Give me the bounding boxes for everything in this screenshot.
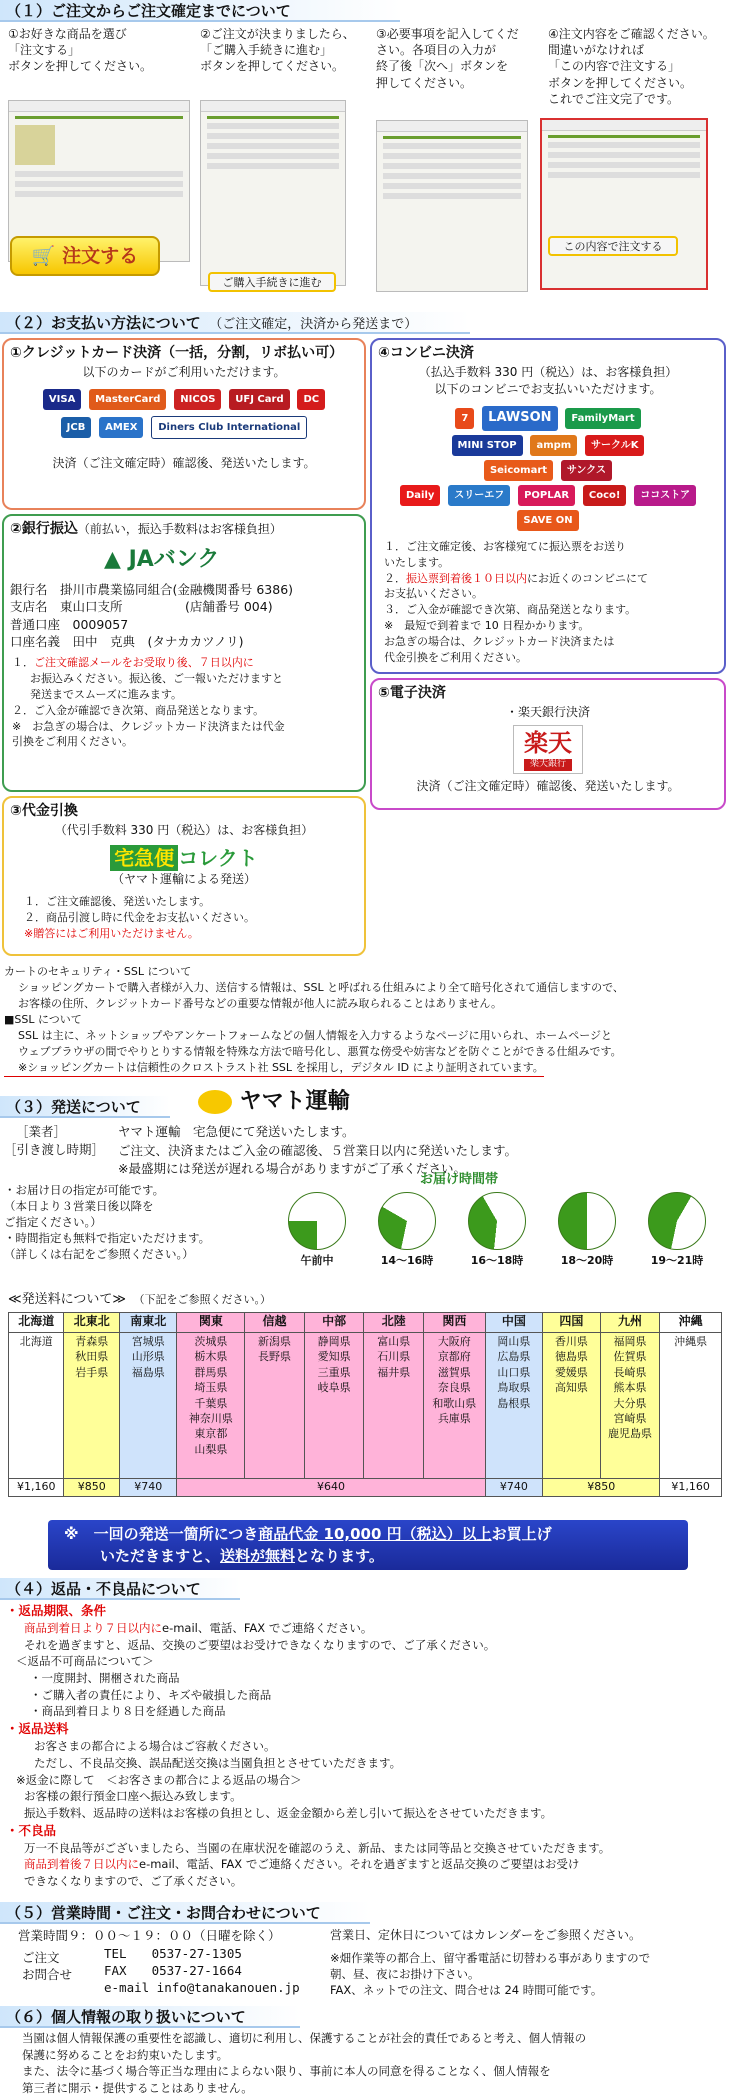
- sunkus-logo: サンクス: [561, 460, 612, 481]
- region-prefectures: 岡山県 広島県 山口県 鳥取県 島根県: [485, 1333, 543, 1479]
- diners-club-logo: Diners Club International: [151, 416, 307, 439]
- ampm-logo: ampm: [530, 435, 577, 456]
- region-header: 関西: [424, 1313, 486, 1333]
- rakuten-bank-text: 楽天銀行: [524, 759, 572, 771]
- section-title-privacy: [0, 2006, 300, 2028]
- poplar-logo: POPLAR: [518, 485, 575, 506]
- e-payment-note: 決済（ご注文確定時）確認後、発送いたします。: [416, 778, 680, 793]
- free-text: となります。: [295, 1546, 384, 1565]
- daily-logo: Daily: [400, 485, 440, 506]
- convenience-title: ④コンビニ決済: [378, 345, 474, 361]
- step-3-screenshot: [376, 120, 528, 292]
- section-title-text: （５）営業時間・ご注文・お問合わせについて: [6, 1904, 321, 1922]
- step-3-text: ③必要事項を記入してくだ さい。各項目の入力が 終了後「次へ」ボタンを 押してください。: [376, 27, 519, 90]
- section-title-text: （６）個人情報の取り扱いについて: [6, 2008, 246, 2026]
- region-header: 中部: [304, 1313, 364, 1333]
- ja-bank-logo-text: JAバンク: [128, 547, 220, 573]
- clock-icon: [558, 1192, 616, 1250]
- takkyubin-collect-logo: [4, 845, 364, 871]
- returns-text: e-mail、電話、FAX でご連絡ください。それを過ぎますと返品交換のご要望はお受け できなくなりますので、ご了承ください。: [24, 1857, 580, 1889]
- section-title-text: （４）返品・不良品について: [6, 1580, 201, 1598]
- business-hours: 営業時間９：００〜１９：００（日曜を除く）: [18, 1928, 281, 1943]
- cod-by: （ヤマト運輸による発送）: [111, 871, 256, 886]
- credit-card-note: 決済（ご注文確定時）確認後、発送いたします。: [52, 455, 316, 470]
- bank-note-1-cont: お振込みください。振込後、ご一報いただけますと 発送までスムーズに進みます。: [30, 671, 283, 701]
- region-prefectures: 大阪府 京都府 滋賀県 奈良県 和歌山県 兵庫県: [424, 1333, 486, 1479]
- delivery-time-slots: [274, 1192, 726, 1288]
- ssl-text-2: SSL は主に、ネットショップやアンケートフォームなどの個人情報を入力するようなページに用いられ、ホームページと ウェブブラウザの間でやりとりする情報を特殊な方法で暗号化し、悪質な傍受や妨害などを防ぐことができる仕組みです。: [18, 1028, 622, 1058]
- clock-icon: [468, 1192, 526, 1250]
- section-title-sub: （ご注文確定，決済から発送まで）: [215, 317, 418, 332]
- fee-title-sub: （下記をご参照ください。）: [138, 1293, 271, 1306]
- collect-logo-text: コレクト: [178, 845, 258, 870]
- ufj-card-logo: UFJ Card: [229, 389, 289, 410]
- step-1-text: ①お好きな商品を選び 「注文する」 ボタンを押してください。: [8, 27, 153, 74]
- shipping-price: ¥1,160: [9, 1479, 64, 1497]
- time-slot-label: 午前中: [300, 1254, 334, 1267]
- privacy-text: 当園は個人情報保護の重要性を認識し、適切に利用し、保護することが社会的責任であると考え、個人情報の 保護に努めることをお約束いたします。 また、法令に基づく場合等正当な理由によらない限り、事前に本人の同意を得ることなく、個人情報を 第三者に開示・提供することはありません。: [22, 2031, 587, 2096]
- rakuten-logo-text: 楽天: [524, 728, 572, 757]
- delivery-timing-label: ［引き渡し時期］: [4, 1142, 105, 1157]
- card-logos: [4, 387, 364, 412]
- time-slot-label: 14〜16時: [380, 1254, 434, 1267]
- returns-p8: 万一不良品等がございましたら、当園の在庫状況を確認のうえ、新品、または同等品と交換させていただきます。: [24, 1840, 611, 1855]
- returns-p1: [6, 1620, 726, 1637]
- time-slot-4: [634, 1192, 720, 1268]
- fee-title-text: ≪発送料について≫: [8, 1292, 126, 1307]
- e-payment-sub: ・楽天銀行決済: [505, 705, 590, 720]
- region-prefectures: 静岡県 愛知県 三重県 岐阜県: [304, 1333, 364, 1479]
- carrier-label: ［業者］: [16, 1124, 67, 1139]
- contact-label: ご注文 お問合せ: [22, 1950, 73, 1982]
- returns-p3: ＜返品不可商品について＞: [16, 1654, 154, 1669]
- mastercard-logo: MasterCard: [89, 389, 166, 410]
- cod-note-2: ２．商品引渡し時に代金をお支払いください。: [24, 910, 255, 924]
- familymart-logo: FamilyMart: [565, 408, 640, 429]
- region-header: 北海道: [9, 1313, 64, 1333]
- ja-bank-icon: ▲: [104, 547, 121, 573]
- order-button-label: 注文する: [62, 245, 139, 267]
- step-4-screenshot: [540, 118, 708, 290]
- time-slot-3: [544, 1192, 630, 1268]
- region-header-row: [9, 1313, 722, 1333]
- ja-bank-logo: [104, 546, 364, 575]
- ssl-text-1: ショッピングカートで購入者様が入力、送信する情報は、SSL と呼ばれる仕組みにより全て暗号化されて通信しますので、 お客様の住所、クレジットカード番号などの重要な情報が他人に読み取られることはありません。: [18, 980, 624, 1010]
- returns-heading-2: ・返品送料: [6, 1721, 69, 1737]
- convenience-note-2: [372, 571, 724, 603]
- time-slot-label: 19〜21時: [650, 1254, 704, 1267]
- three-f-logo: スリーエフ: [448, 485, 510, 506]
- returns-highlight: 商品到着後７日以内に: [24, 1857, 139, 1872]
- region-prefectures: 茨城県 栃木県 群馬県 埼玉県 千葉県 神奈川県 東京都 山梨県: [177, 1333, 245, 1479]
- region-prefectures: 宮城県 山形県 福島県: [119, 1333, 177, 1479]
- free-text: お買上げ: [491, 1525, 552, 1543]
- bank-transfer-box: [2, 514, 366, 792]
- bank-note-3: ※ お急ぎの場合は、クレジットカード決済または代金 引換をご利用ください。: [12, 719, 285, 749]
- convenience-sub1: （払込手数料 330 円（税込）は、お客様負担）: [418, 365, 678, 380]
- time-slot-label: 18〜20時: [560, 1254, 614, 1267]
- credit-card-title: ①クレジットカード決済（一括，分割，リボ払い可）: [10, 345, 344, 361]
- note-highlight: ご注文確認メールをお受取り後、７日以内に: [34, 655, 254, 669]
- proceed-button-label: ご購入手続きに進む: [222, 276, 322, 289]
- shipping-price: ¥850: [64, 1479, 119, 1497]
- shipping-price: ¥740: [119, 1479, 177, 1497]
- free-text: いただきますと、: [100, 1546, 221, 1565]
- cod-sub: （代引手数料 330 円（税込）は、お客様負担）: [54, 823, 314, 838]
- convenience-note-3: ３．ご入金が確認でき次第、商品発送となります。: [384, 603, 637, 617]
- shipping-price: ¥1,160: [660, 1479, 722, 1497]
- clock-icon: [378, 1192, 436, 1250]
- convenience-store-box: [370, 338, 726, 674]
- bank-name: 銀行名 掛川市農業協同組合(金融機関番号 6386): [10, 581, 294, 597]
- ssl-heading-2: ■SSL について: [4, 1012, 82, 1026]
- circle-k-logo: サークルK: [585, 435, 644, 456]
- save-on-logo: SAVE ON: [517, 510, 578, 531]
- bank-note-2: ２．ご入金が確認でき次第、商品発送となります。: [12, 703, 265, 717]
- step-2-text: ②ご注文が決まりましたら、 「ご購入手続きに進む」 ボタンを押してください。: [200, 27, 355, 74]
- contact-details: TEL 0537-27-1305 FAX 0537-27-1664 e-mail info@tanakanouen.jp: [104, 1946, 300, 1995]
- coco-store-logo: ココストア: [634, 485, 696, 506]
- region-header: 九州: [600, 1313, 660, 1333]
- free-highlight: 商品代金 10,000 円（税込）以上: [258, 1525, 492, 1543]
- shipping-fee-table: [8, 1312, 722, 1497]
- cod-box: [2, 796, 366, 956]
- shipping-price: ¥640: [177, 1479, 485, 1497]
- returns-heading-3: ・不良品: [6, 1822, 57, 1838]
- region-prefectures: 北海道: [9, 1333, 64, 1479]
- convenience-sub2: 以下のコンビニでお支払いいただけます。: [434, 381, 662, 396]
- yamato-logo-text: ヤマト運輸: [239, 1089, 350, 1114]
- visa-logo: VISA: [43, 389, 81, 410]
- region-header: 四国: [543, 1313, 601, 1333]
- credit-card-box: [2, 338, 366, 510]
- clock-icon: [288, 1192, 346, 1250]
- convenience-note-1: １．ご注文確定後、お客様宛てに振込票をお送り いたします。: [384, 539, 626, 569]
- returns-section: [6, 1602, 726, 1890]
- ministop-logo: MINI STOP: [452, 435, 523, 456]
- convenience-note-4: ※ 最短で到着まで 10 日程かかります。 お急ぎの場合は、クレジットカード決済または 代金引換をご利用ください。: [384, 619, 615, 665]
- time-slot-2: [454, 1192, 540, 1268]
- account-number: 普通口座 0009057: [10, 616, 129, 632]
- region-prefectures: 香川県 徳島県 愛媛県 高知県: [543, 1333, 601, 1479]
- free-shipping-line-2: [64, 1546, 672, 1568]
- section-title-shipping: [0, 1096, 170, 1118]
- note-text: にお近くのコンビニにて お支払いください。: [384, 571, 648, 601]
- bank-transfer-title: ②銀行振込: [10, 521, 78, 537]
- free-text: ※ 一回の発送一箇所につき: [64, 1525, 259, 1543]
- section-title-returns: [0, 1578, 240, 1600]
- dc-logo: DC: [297, 389, 325, 410]
- prefecture-row: [9, 1333, 722, 1479]
- returns-heading-1: ・返品期限、条件: [6, 1603, 107, 1618]
- cart-icon: 🛒: [31, 245, 56, 267]
- region-prefectures: 沖縄県: [660, 1333, 722, 1479]
- region-header: 関東: [177, 1313, 245, 1333]
- branch-name: 支店名 東山口支所 (店舗番号 004): [10, 599, 273, 615]
- returns-highlight: 商品到着日より７日以内に: [24, 1621, 162, 1636]
- seicomart-logo: Seicomart: [484, 460, 553, 481]
- jcb-logo: JCB: [61, 417, 92, 438]
- price-row: [9, 1479, 722, 1497]
- region-prefectures: 新潟県 長野県: [245, 1333, 305, 1479]
- confirm-order-button[interactable]: [548, 236, 678, 256]
- carrier-value: ヤマト運輸 宅急便にて発送いたします。: [118, 1124, 355, 1139]
- delivery-time-title: お届け時間帯: [420, 1172, 499, 1187]
- delivery-timing-value: ご注文、決済またはご入金の確認後、５営業日以内に発送いたします。 ※最盛期には発送が遅れる場合がありますがご了承ください。: [118, 1143, 518, 1176]
- e-payment-title: ⑤電子決済: [378, 685, 446, 701]
- region-prefectures: 富山県 石川県 福井県: [364, 1333, 424, 1479]
- region-header: 沖縄: [660, 1313, 722, 1333]
- shipping-fee-title: [8, 1292, 271, 1309]
- time-slot-1: [364, 1192, 450, 1268]
- returns-p4: ・一度開封、開梱された商品 ・ご購入者の責任により、キズや破損した商品 ・商品到着日より８日を経過した商品: [30, 1671, 272, 1719]
- note-number: １．: [12, 655, 34, 669]
- lawson-logo: LAWSON: [482, 406, 557, 431]
- account-holder: 口座名義 田中 克典 (タナカカツノリ): [10, 634, 244, 650]
- region-prefectures: 福岡県 佐賀県 長崎県 熊本県 大分県 宮崎県 鹿児島県: [600, 1333, 660, 1479]
- region-header: 南東北: [119, 1313, 177, 1333]
- order-button[interactable]: [10, 236, 160, 276]
- step-2-screenshot: [200, 100, 346, 286]
- note-highlight: 振込票到着後１０日以内: [406, 571, 527, 585]
- returns-text: e-mail、電話、FAX でご連絡ください。: [162, 1621, 373, 1636]
- cod-note-1: １．ご注文確認後、発送いたします。: [24, 894, 211, 908]
- bank-note-1: [4, 651, 364, 671]
- time-slot-label: 16〜18時: [470, 1254, 524, 1267]
- card-logos-row2: [4, 414, 364, 441]
- store-logos: [372, 404, 724, 533]
- time-slot-0: [274, 1192, 360, 1268]
- section-title-order-flow: [0, 0, 400, 22]
- region-header: 信越: [245, 1313, 305, 1333]
- nicos-logo: NICOS: [174, 389, 221, 410]
- delivery-notes: ・お届け日の指定が可能です。 （本日より３営業日後以降を ご指定ください。） ・時間指定も無料で指定いただけます。 （詳しくは右記をご参照ください。）: [4, 1183, 211, 1262]
- shipping-price: ¥740: [485, 1479, 543, 1497]
- ssl-text-3: ※ショッピングカートは信頼性のクロストラスト社 SSL を採用し，デジタル ID により証明されています。: [4, 1060, 544, 1077]
- seven-eleven-logo: 7: [455, 408, 474, 429]
- section-title-text: （３）発送について: [6, 1098, 141, 1116]
- amex-logo: AMEX: [99, 417, 143, 438]
- confirm-button-label: この内容で注文する: [563, 240, 663, 253]
- note-number: ２．: [384, 571, 406, 585]
- coco-logo: Coco!: [583, 485, 627, 506]
- ssl-heading: カートのセキュリティ・SSL について: [4, 965, 192, 978]
- yamato-logo: [198, 1088, 350, 1117]
- clock-icon: [648, 1192, 706, 1250]
- calendar-note: 営業日、定休日についてはカレンダーをご参照ください。: [330, 1928, 641, 1942]
- bank-transfer-sub: （前払い，振込手数料はお客様負担）: [77, 522, 282, 536]
- rakuten-bank-logo: [372, 725, 724, 774]
- returns-p7: お客様の銀行預金口座へ振込み致します。 振込手数料、返品時の送料はお客様の負担とし、返金金額から差し引いて振込をさせていただきます。: [24, 1789, 553, 1820]
- takkyubin-logo-text: 宅急便: [110, 845, 178, 871]
- returns-p2: それを過ぎますと、返品、交換のご要望はお受けできなくなりますので、ご了承ください。: [24, 1637, 496, 1652]
- section-title-text: （１）ご注文からご注文確定までについて: [6, 2, 291, 20]
- proceed-to-checkout-button[interactable]: [208, 272, 336, 292]
- cod-note-3: ※贈答にはご利用いただけません。: [24, 926, 199, 940]
- e-payment-box: [370, 678, 726, 810]
- black-cat-icon: [198, 1090, 232, 1114]
- shipping-price: ¥850: [543, 1479, 660, 1497]
- section-title-text: （２）お支払い方法について: [6, 314, 201, 332]
- credit-card-lead: 以下のカードがご利用いただけます。: [82, 365, 286, 380]
- region-header: 北陸: [364, 1313, 424, 1333]
- free-shipping-banner: [48, 1520, 688, 1570]
- returns-p9: [6, 1856, 726, 1889]
- region-header: 北東北: [64, 1313, 119, 1333]
- ssl-section: [4, 964, 726, 1077]
- returns-p6: ※返金に際して ＜お客さまの都合による返品の場合＞: [16, 1772, 302, 1787]
- section-title-business-hours: [0, 1902, 370, 1924]
- region-prefectures: 青森県 秋田県 岩手県: [64, 1333, 119, 1479]
- step-4-text: ④注文内容をご確認ください。 間違いがなければ 「この内容で注文する」 ボタンを押してください。 これでご注文完了です。: [548, 27, 715, 106]
- contact-note: ※畑作業等の都合上、留守番電話に切替わる事がありますので 朝、昼、夜にお掛け下さい。 FAX、ネットでの注文、問合せは 24 時間可能です。: [330, 1951, 651, 1998]
- free-highlight: 送料が無料: [220, 1546, 296, 1565]
- cod-title: ③代金引換: [10, 803, 78, 819]
- free-shipping-line-1: [64, 1524, 672, 1546]
- region-header: 中国: [485, 1313, 543, 1333]
- section-title-payment: [0, 312, 470, 334]
- returns-p5: お客さまの都合による場合はご容赦ください。 ただし、不良品交換、誤品配送交換は当園負担とさせていただきます。: [34, 1739, 402, 1770]
